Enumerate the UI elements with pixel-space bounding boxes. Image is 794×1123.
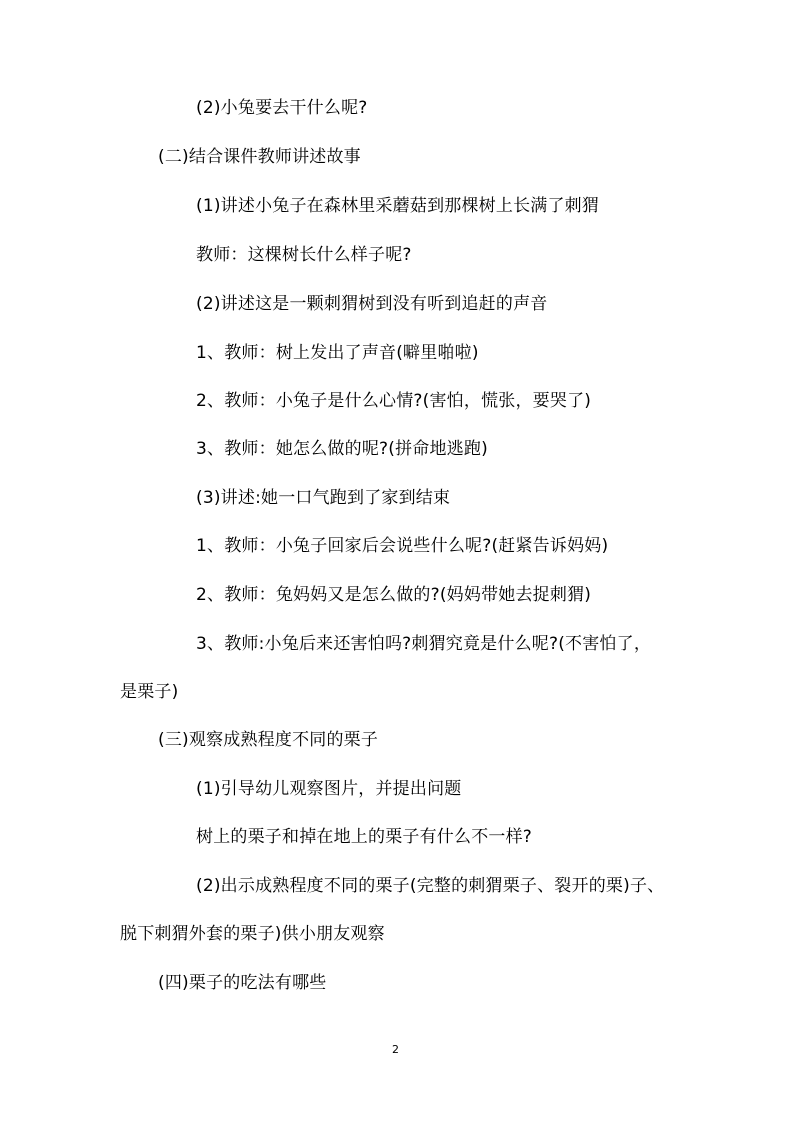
text-line: 教师：这棵树长什么样子呢? (196, 245, 412, 265)
text-line: 2、教师：小兔子是什么心情?(害怕，慌张，要哭了) (196, 391, 592, 411)
text-line: 1、教师：树上发出了声音(噼里啪啦) (196, 343, 479, 363)
text-line: 树上的栗子和掉在地上的栗子有什么不一样? (196, 827, 533, 847)
text-line: (1)讲述小兔子在森林里采蘑菇到那棵树上长满了刺猬 (196, 196, 600, 216)
text-line: (2)出示成熟程度不同的栗子(完整的刺猬栗子、裂开的栗)子、 (196, 876, 665, 896)
section-heading: (三)观察成熟程度不同的栗子 (158, 730, 379, 750)
text-line: 3、教师:小兔后来还害怕吗?刺猬究竟是什么呢?(不害怕了， (196, 634, 652, 654)
text-line: (2)讲述这是一颗刺猬树到没有听到追赶的声音 (196, 294, 548, 314)
text-line: 1、教师：小兔子回家后会说些什么呢?(赶紧告诉妈妈) (196, 536, 609, 556)
text-line: 3、教师：她怎么做的呢?(拼命地逃跑) (196, 439, 488, 459)
page-number: 2 (392, 1043, 399, 1056)
section-heading: (二)结合课件教师讲述故事 (158, 147, 361, 167)
text-line-continuation: 是栗子) (120, 682, 179, 702)
section-heading: (四)栗子的吃法有哪些 (158, 973, 327, 993)
text-line: (3)讲述:她一口气跑到了家到结束 (196, 488, 451, 508)
text-line: (2)小兔要去干什么呢? (196, 98, 368, 118)
text-line-continuation: 脱下刺猬外套的栗子)供小朋友观察 (120, 924, 385, 944)
text-line: (1)引导幼儿观察图片，并提出问题 (196, 779, 462, 799)
text-line: 2、教师：兔妈妈又是怎么做的?(妈妈带她去捉刺猬) (196, 585, 592, 605)
